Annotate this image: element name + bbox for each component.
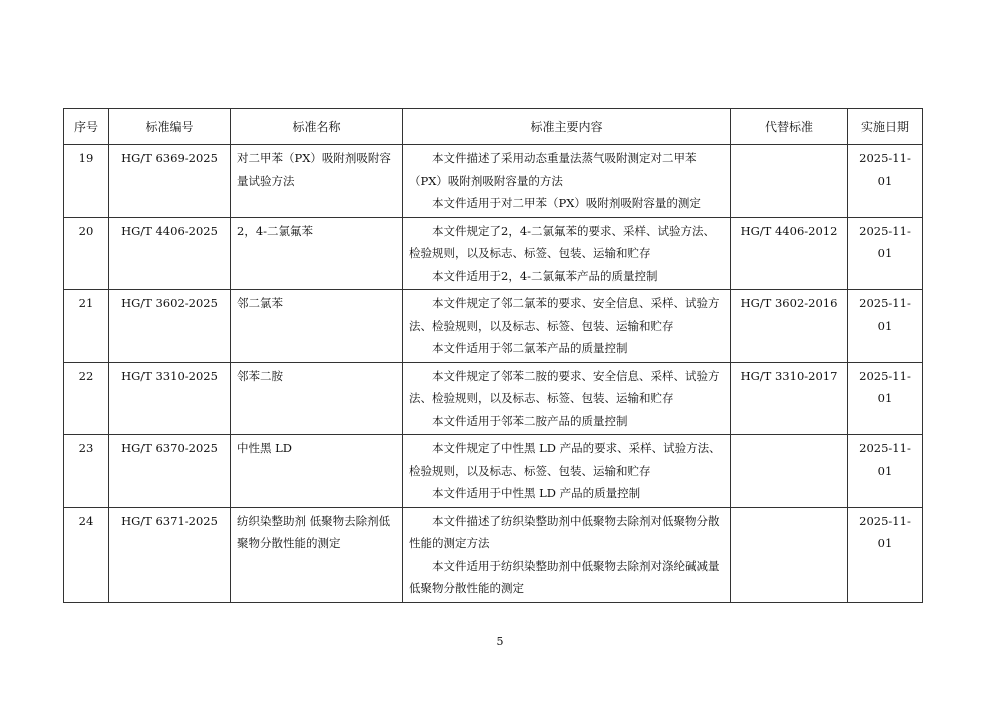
row-code: HG/T 3602-2025: [109, 290, 231, 363]
main-content-line: 本文件规定了邻二氯苯的要求、安全信息、采样、试验方法、检验规则，以及标志、标签、包装、运输和贮存: [409, 296, 720, 333]
main-content-line: 本文件适用于纺织染整助剂中低聚物去除剂对涤纶碱减量低聚物分散性能的测定: [409, 558, 720, 595]
row-date: 2025-11-01: [848, 362, 923, 435]
header-date: 实施日期: [848, 109, 923, 145]
table-row: [64, 145, 923, 218]
row-main-content: [403, 362, 731, 435]
row-no: 19: [64, 145, 109, 218]
main-content-line: 本文件适用于2，4-二氯氟苯产品的质量控制: [432, 268, 658, 283]
header-main-content: 标准主要内容: [403, 109, 731, 145]
page-number: 5: [496, 635, 504, 648]
row-code: HG/T 6369-2025: [109, 145, 231, 218]
table-row: [64, 435, 923, 508]
row-replace: HG/T 4406-2012: [731, 217, 848, 290]
row-name: 2，4-二氯氟苯: [231, 217, 403, 290]
row-main-content: [403, 435, 731, 508]
row-no: 21: [64, 290, 109, 363]
row-no: 22: [64, 362, 109, 435]
table-row: [64, 217, 923, 290]
main-content-line: 本文件适用于邻二氯苯产品的质量控制: [432, 341, 628, 355]
header-name: 标准名称: [231, 109, 403, 145]
row-no: 23: [64, 435, 109, 508]
standards-table: [63, 108, 923, 603]
header-replace: 代替标准: [731, 109, 848, 145]
row-code: HG/T 6370-2025: [109, 435, 231, 508]
main-content-line: 本文件规定了2，4-二氯氟苯的要求、采样、试验方法、检验规则，以及标志、标签、包装、运输和贮存: [409, 223, 716, 260]
main-content-line: 本文件适用于邻苯二胺产品的质量控制: [432, 413, 628, 428]
row-no: 20: [64, 217, 109, 290]
main-content-line: 本文件描述了采用动态重量法蒸气吸附测定对二甲苯（PX）吸附剂吸附容量的方法: [409, 151, 697, 188]
table-row: [64, 507, 923, 602]
row-main-content: [403, 290, 731, 363]
row-main-content: [403, 145, 731, 218]
row-code: HG/T 4406-2025: [109, 217, 231, 290]
header-no: 序号: [64, 109, 109, 145]
row-code: HG/T 3310-2025: [109, 362, 231, 435]
row-name: 中性黑 LD: [231, 435, 403, 508]
row-date: 2025-11-01: [848, 217, 923, 290]
row-replace: [731, 507, 848, 602]
row-date: 2025-11-01: [848, 145, 923, 218]
row-date: 2025-11-01: [848, 507, 923, 602]
row-name: 邻二氯苯: [231, 290, 403, 363]
main-content-line: 本文件规定了邻苯二胺的要求、安全信息、采样、试验方法、检验规则，以及标志、标签、包装、运输和贮存: [409, 368, 720, 405]
table-row: [64, 290, 923, 363]
main-content-line: 本文件描述了纺织染整助剂中低聚物去除剂对低聚物分散性能的测定方法: [409, 513, 720, 550]
row-date: 2025-11-01: [848, 435, 923, 508]
table-row: [64, 362, 923, 435]
table-header-row: [64, 109, 923, 145]
row-replace: HG/T 3310-2017: [731, 362, 848, 435]
row-no: 24: [64, 507, 109, 602]
main-content-line: 本文件适用于对二甲苯（PX）吸附剂吸附容量的测定: [432, 196, 701, 210]
main-content-line: 本文件规定了中性黑 LD 产品的要求、采样、试验方法、检验规则，以及标志、标签、包装、运输和贮存: [409, 441, 721, 478]
row-main-content: [403, 507, 731, 602]
row-code: HG/T 6371-2025: [109, 507, 231, 602]
row-replace: [731, 435, 848, 508]
row-replace: [731, 145, 848, 218]
row-name: 对二甲苯（PX）吸附剂吸附容量试验方法: [231, 145, 403, 218]
row-name: 邻苯二胺: [231, 362, 403, 435]
row-date: 2025-11-01: [848, 290, 923, 363]
main-content-line: 本文件适用于中性黑 LD 产品的质量控制: [432, 486, 641, 500]
row-main-content: [403, 217, 731, 290]
row-replace: HG/T 3602-2016: [731, 290, 848, 363]
header-code: 标准编号: [109, 109, 231, 145]
row-name: 纺织染整助剂 低聚物去除剂低聚物分散性能的测定: [231, 507, 403, 602]
